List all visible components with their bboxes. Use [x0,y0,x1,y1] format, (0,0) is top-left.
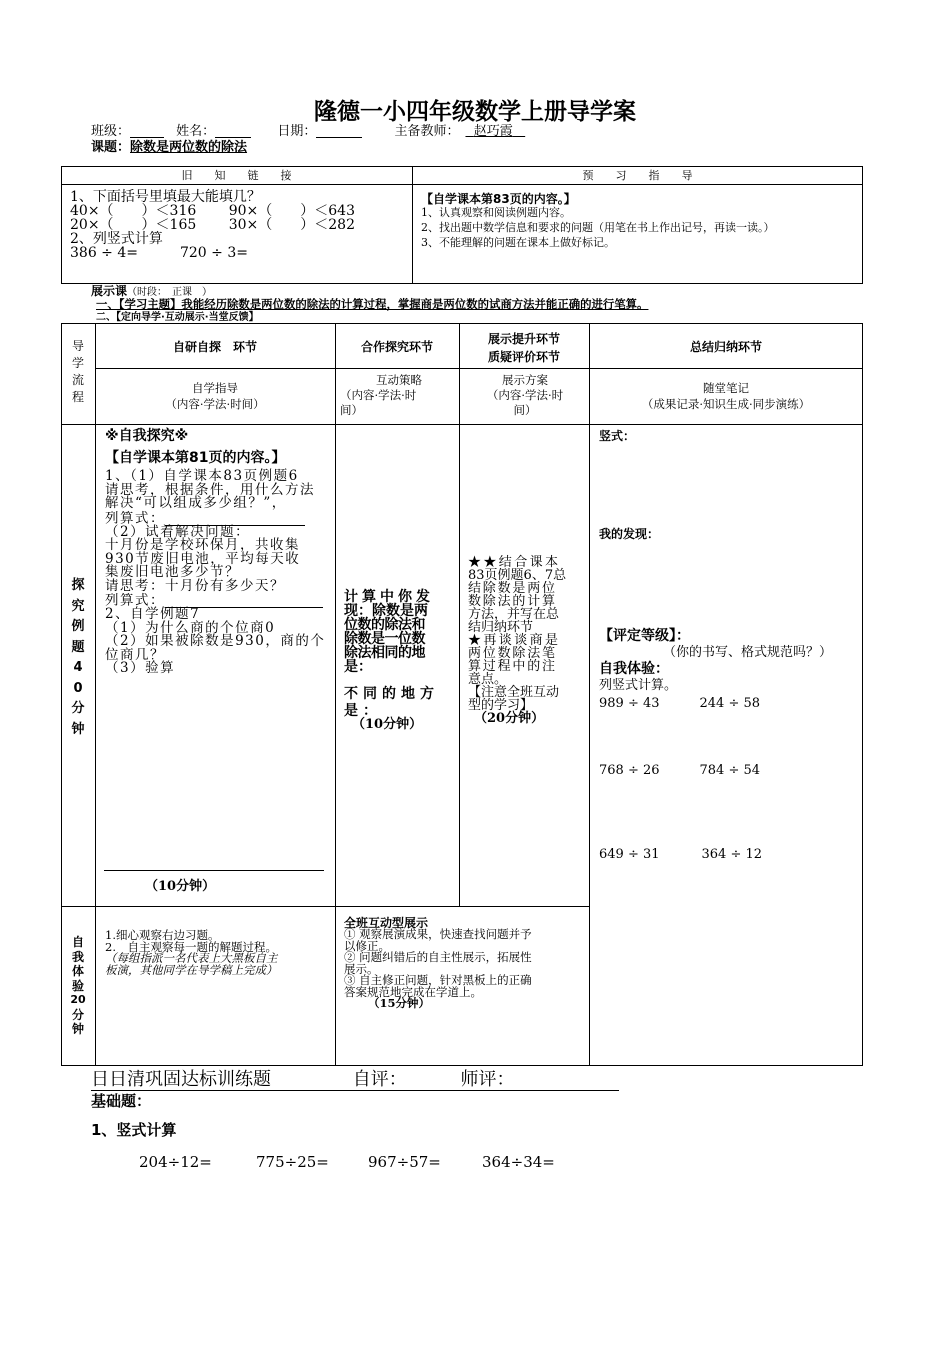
teacher-name: 赵巧霞 [473,124,513,139]
self-explore-line: （3）验算 [105,660,176,676]
show-content [468,556,584,725]
row-self-experience-label [61,935,95,1037]
col-summary-sub [589,380,863,412]
cooperate-time: （10分钟） [352,717,423,732]
row-label-char: 验 [71,978,84,993]
col-summary-header: 总结归纳环节 [689,340,762,354]
self-explore-time: （10分钟） [145,879,216,894]
show-line: 【注意全班互动 [468,685,560,700]
vertical-calc-label: 竖式： [599,429,636,443]
self-explore-line: 2、自学例题7 [105,606,201,622]
calc-item: 244 ÷ 58 [699,696,761,711]
self-explore-line: 请思考，根据条件，用什么方法 [105,481,315,498]
old-knowledge-content [70,190,355,260]
col-self-study-sub [95,380,335,412]
grade-label: 【评定等级】： [599,628,690,644]
row-label-char: 分 [71,1007,84,1022]
date-label: 日期： [277,124,317,139]
col-show-header [459,330,589,366]
page-title: 隆德一小四年级数学上册导学案 [314,98,636,125]
row-label-char: 究 [71,598,85,614]
problem-item: 364÷34= [482,1153,555,1171]
daily-practice-title: 日日清巩固达标训练题 [91,1069,271,1090]
sub-line: （内容·学法·时 [486,388,564,402]
row-label-char: 分 [71,701,85,716]
old-knowledge-header: 旧 知 链 接 [181,169,292,182]
sub-line: 随堂笔记 [703,381,749,395]
question-1-title: 1、竖式计算 [91,1121,177,1139]
class-interaction-line: 答案规范地完成在学道上。 [344,984,482,999]
class-field[interactable] [130,137,164,138]
show-line: ★★结合课本 [468,555,561,570]
show-class-note: （时段： 正课 ） [127,287,213,298]
show-line: 方法，并写在总 [468,607,560,622]
calc-item: 989 ÷ 43 [599,696,660,711]
self-explore-line: （2）试着解决问题： [105,523,251,540]
calc-row-3 [599,848,762,861]
learning-theme: 一、【学习主题】我能经历除数是两位数的除法的计算过程，掌握商是两位数的试商方法并能正确的进行笔算。 [96,297,649,311]
show-line: 结归纳环节 [468,620,534,635]
self-explore-line: 1、（1）自学课本83页例题6 [105,468,299,484]
sub-line: 互动策略 [376,373,422,387]
row-explore-label [61,576,95,740]
class-interaction-line: ② 问题纠错后的自主性展示，拓展性 [344,950,532,964]
class-label: 班级： [91,124,131,139]
row-label-char: 钟 [71,721,85,737]
problem-item: 204÷12= [139,1153,212,1171]
grade-question: （你的书写、格式规范吗？） [663,645,833,660]
row-label-char: 例 [71,619,85,634]
show-line: 意点。 [468,672,508,687]
topic-label: 课题： [91,140,131,155]
preview-line: 2、找出题中数学信息和要求的问题（用笔在书上作出记号，再读一读。） [421,221,775,234]
class-interaction-line: ① 观察展演成果，快速查找问题并予 [344,927,532,941]
show-line: 型的学习】 [468,698,534,713]
row-label-char: 题 [71,639,85,655]
flow-label [61,338,95,406]
self-explore-content [105,426,331,676]
col-self-study-header: 自研自探 环节 [172,340,257,354]
row-label-char: 探 [71,578,85,593]
col-show-header-line: 展示提升环节 [487,332,560,346]
flow-char: 学 [71,356,84,370]
preview-title: 【自学课本第83页的内容。】 [421,192,576,206]
sub-line: （内容·学法·时 [340,388,417,402]
self-experience-note: （每组指派一名代表上大黑板自主 [105,951,278,965]
topic-line [91,141,247,154]
daily-practice-heading [91,1071,514,1089]
calc-item: 784 ÷ 54 [699,763,761,778]
self-experience-note: 板演，其他同学在导学稿上完成） [105,962,278,977]
row-label-char: 4 [73,660,83,675]
self-explore-line: 列算式： [105,510,165,526]
flow-char: 程 [71,390,84,404]
flow-char: 导 [71,339,84,353]
basic-questions-label: 基础题： [91,1092,152,1110]
problem-item: 967÷57= [368,1153,441,1171]
calc-row-2 [599,764,760,777]
self-explore-line: （2）如果被除数是930，商的个 [105,633,326,649]
preview-line: 1、认真观察和阅读例题内容。 [421,206,571,219]
date-field[interactable] [316,137,362,138]
preview-line: 3、不能理解的问题在课本上做好标记。 [421,236,615,249]
sub-line: （成果记录·知识生成·同步演练） [641,397,811,411]
show-line: 两位数除法笔 [468,646,557,661]
col-show-sub [463,373,587,418]
class-interaction-time: （15分钟） [368,996,431,1010]
cooperate-content [344,590,454,720]
info-line [91,125,525,138]
show-line: 结除数是两位 [468,581,557,596]
preview-guide-content [421,193,857,250]
self-explore-line: （1）为什么商的个位商0 [105,619,276,636]
class-interaction-line: 以修正。 [344,938,390,953]
old-knowledge-line: 20×（ ）＜165 30×（ ）＜282 [70,217,355,233]
old-knowledge-line: 386 ÷ 4= 720 ÷ 3= [70,245,248,261]
row-label-char: 体 [71,964,84,978]
self-explore-line: 位商几？ [105,646,165,663]
row-label-char: 我 [71,949,84,964]
cooperate-line: 除数是一位数 [344,631,425,647]
cooperate-line: 位数的除法和 [344,617,425,633]
self-explore-line: 请思考：十月份有多少天？ [105,577,285,594]
flow-char: 流 [71,373,84,387]
self-explore-line: 解决“可以组成多少组？”， [105,495,287,511]
self-explore-line: 十月份是学校环保月，共收集 [105,537,300,553]
sub-line: （内容·学法·时间） [165,397,265,411]
sub-line: 展示方案 [502,373,548,387]
name-field[interactable] [215,137,251,138]
sub-line: 间） [513,403,537,417]
teacher-eval-label: 师评： [460,1069,515,1090]
self-experience-line: 2. 自主观察每一题的解题过程。 [105,939,277,954]
col-cooperate-sub [340,373,458,418]
calc-row-1 [599,697,760,710]
self-experience-label: 自我体验： [599,661,669,677]
sub-line: 自学指导 [192,381,238,395]
cooperate-line: 现：除数是两 [344,603,428,619]
show-line: 数除法的计算 [468,594,557,609]
row-label-char: 20 [70,993,86,1006]
old-knowledge-line: 40×（ ）＜316 90×（ ）＜643 [70,203,355,219]
col-show-header-line: 质疑评价环节 [487,350,560,364]
self-experience-content [105,930,333,976]
self-explore-title: ※自我探究※ [105,428,189,444]
self-explore-subtitle: 【自学课本第81页的内容。】 [105,450,286,466]
old-knowledge-line: 1、下面括号里填最大能填几？ [70,189,261,205]
class-interaction-line: ③ 自主修正问题，针对黑板上的正确 [344,973,532,987]
problem-item: 775÷25= [256,1153,329,1171]
row-label-char: 自 [71,935,84,949]
self-eval-label: 自评： [352,1069,407,1090]
show-line: ★再谈谈商是 [468,633,561,648]
show-line: 算过程中的注 [468,659,557,674]
self-explore-line: 列算式： [105,592,165,609]
cooperate-line: 是： [344,659,372,675]
self-explore-line: 930节废旧电池，平均每天收 [105,550,301,567]
old-knowledge-line: 2、列竖式计算 [70,231,163,247]
show-line: 83页例题6、7总 [468,568,567,583]
col-cooperate-header: 合作探究环节 [360,340,433,354]
self-experience-sub: 列竖式计算。 [599,678,678,693]
cooperate-line: 除法相同的地 [344,645,425,661]
section-directed-guide: 二、【定向导学·互动展示·当堂反馈】 [96,312,259,323]
topic-value: 除数是两位数的除法 [130,140,248,155]
class-interaction-content [344,917,586,1010]
row-label-char: 0 [73,680,83,696]
preview-guide-header: 预 习 指 导 [582,169,693,182]
calc-item: 364 ÷ 12 [701,847,763,862]
show-time: （20分钟） [474,711,545,726]
row-label-char: 钟 [71,1022,84,1036]
teacher-label: 主备教师： [394,124,460,139]
calc-item: 768 ÷ 26 [599,763,660,778]
my-discovery-label: 我的发现： [599,527,660,541]
class-interaction-title: 全班互动型展示 [344,916,429,930]
cooperate-diff: 不同的地方是： [344,686,439,719]
name-label: 姓名： [176,124,216,139]
class-interaction-line: 展示。 [344,961,379,976]
calc-item: 649 ÷ 31 [599,847,660,862]
cooperate-line: 计算中你发 [344,589,434,605]
verify-line[interactable] [104,870,324,871]
sub-line: 间） [340,403,363,417]
self-experience-line: 1.细心观察右边习题。 [105,928,220,942]
self-explore-line: 集废旧电池多少节？ [105,564,240,580]
show-class-label: 展示课 [91,284,128,298]
